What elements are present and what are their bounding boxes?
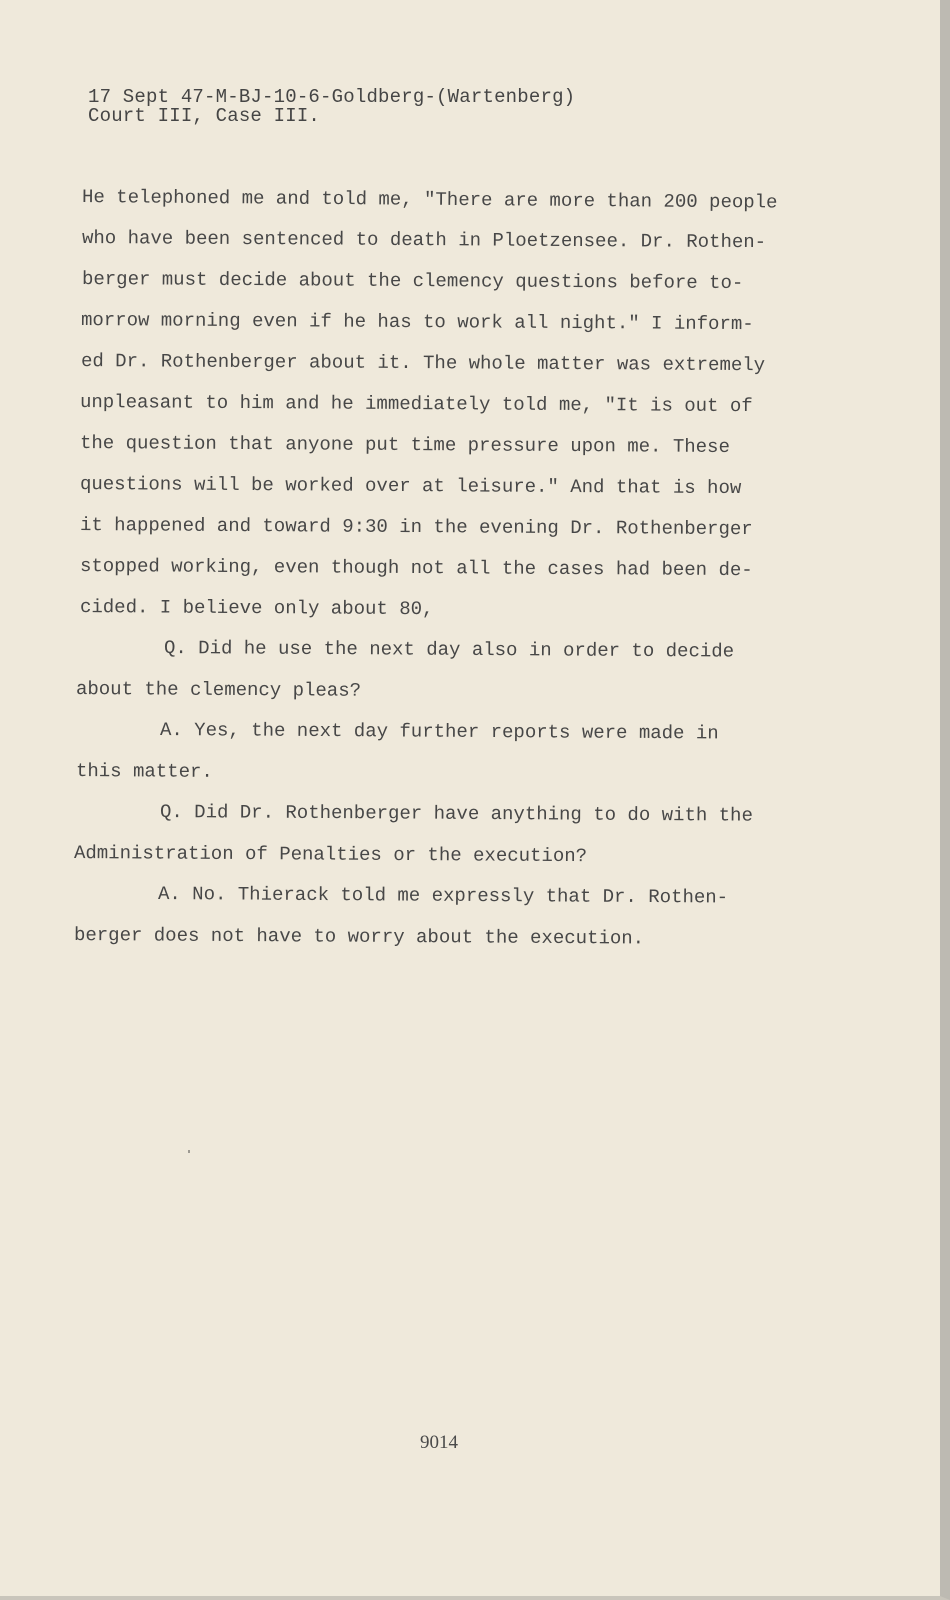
text-line: questions will be worked over at leisure." And that is how xyxy=(79,473,742,500)
document-header xyxy=(88,88,575,126)
text-line: ed Dr. Rothenberger about it. The whole matter was extremely xyxy=(80,350,766,377)
text-line: berger must decide about the clemency questions before to- xyxy=(81,268,744,295)
header-line-2: Court III, Case III. xyxy=(88,105,321,127)
text-line: cided. I believe only about 80, xyxy=(79,596,434,621)
header-line-1: 17 Sept 47-M-BJ-10-6-Goldberg-(Wartenberg) xyxy=(88,86,576,108)
text-line: stopped working, even though not all the cases had been de- xyxy=(79,555,753,582)
text-line: the question that anyone put time pressure upon me. These xyxy=(79,432,730,458)
answer-line: A. Yes, the next day further reports were made in xyxy=(159,719,719,745)
question-line: Q. Did Dr. Rothenberger have anything to do with the xyxy=(159,801,753,827)
text-line: it happened and toward 9:30 in the evening Dr. Rothenberger xyxy=(79,514,753,541)
question-line: Q. Did he use the next day also in order to decide xyxy=(163,637,735,663)
text-line: morrow morning even if he has to work all night." I inform- xyxy=(80,309,754,336)
text-line: who have been sentenced to death in Ploetzensee. Dr. Rothen- xyxy=(81,227,767,254)
text-line: Administration of Penalties or the execution? xyxy=(73,842,588,868)
paper-speck xyxy=(188,1150,190,1153)
text-line: this matter. xyxy=(75,760,213,783)
text-line: about the clemency pleas? xyxy=(75,678,362,702)
text-line: He telephoned me and told me, "There are more than 200 people xyxy=(81,186,778,214)
text-line: unpleasant to him and he immediately told me, "It is out of xyxy=(79,391,753,418)
answer-line: A. No. Thierack told me expressly that Dr. Rothen- xyxy=(157,883,729,909)
page-number: 9014 xyxy=(420,1432,458,1453)
text-line: berger does not have to worry about the execution. xyxy=(73,924,645,950)
